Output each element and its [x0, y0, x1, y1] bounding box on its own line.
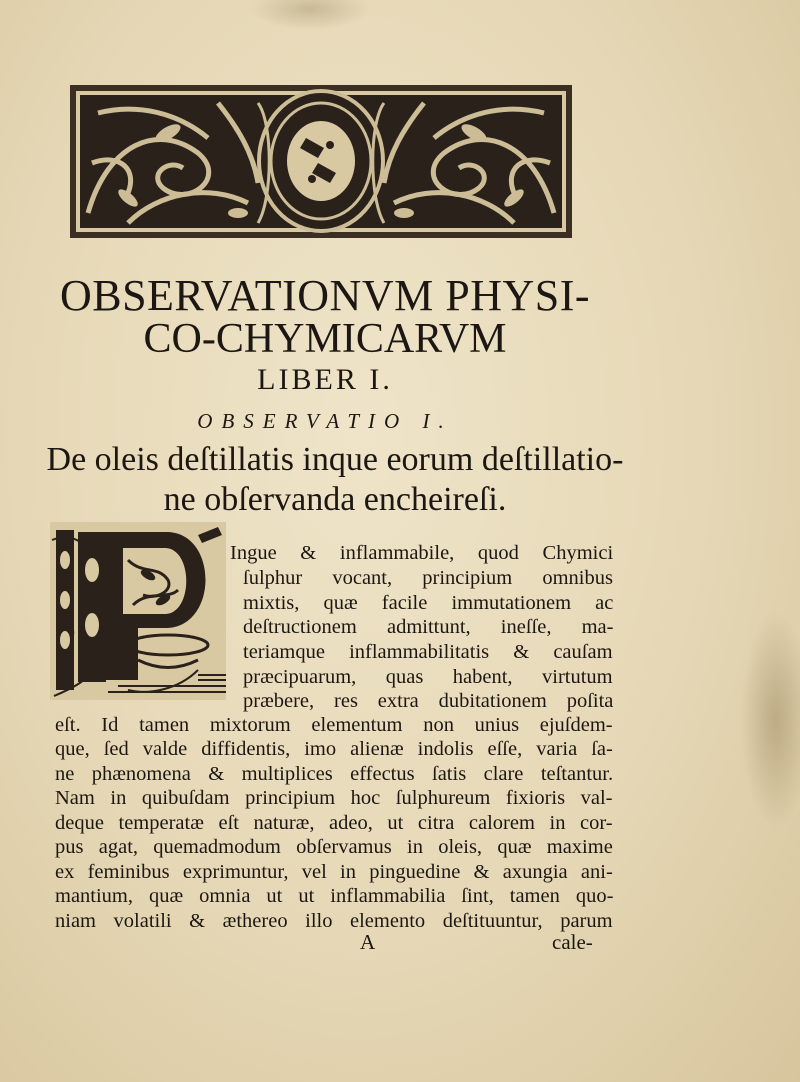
- catchword: cale-: [552, 930, 593, 954]
- text-line: eſt. Id tamen mixtorum elementum non unius ejuſdem-: [55, 714, 613, 736]
- text-line: Ingue & inflammabile, quod Chymici: [230, 542, 614, 564]
- text-line: ſulphur vocant, principium omnibus: [243, 567, 613, 589]
- signature-mark: A: [360, 930, 376, 954]
- paper-stain: [740, 610, 800, 830]
- section-heading-line-1: De oleis deſtillatis inque eorum deſtillatio-: [46, 441, 624, 478]
- ornamental-headpiece: [68, 83, 574, 240]
- text-line: pus agat, quemadmodum obſervamus in oleis, quæ maxime: [55, 836, 613, 858]
- text-line: deſtructionem admittunt, ineſſe, ma-: [243, 616, 614, 638]
- paper-stain-top: [250, 0, 370, 30]
- decorated-initial: [48, 520, 228, 702]
- text-line: mantium, quæ omnia ut ut inflammabilia ſint, tamen quo-: [55, 885, 614, 907]
- text-line: teriamque inflammabilitatis & cauſam: [243, 641, 613, 663]
- text-line: niam volatili & æthereo illo elemento deſtituuntur, parum: [55, 910, 613, 932]
- text-line: Nam in quibuſdam principium hoc ſulphureum fixioris val-: [55, 787, 613, 809]
- section-heading-line-2: ne obſervanda encheireſi.: [163, 481, 507, 518]
- text-line: mixtis, quæ facile immutationem ac: [243, 592, 614, 614]
- text-line: præbere, res extra dubitationem poſita: [243, 690, 614, 712]
- observation-number: OBSERVATIO I.: [197, 409, 453, 433]
- text-line: que, ſed valde diffidentis, imo alienæ indolis eſſe, varia ſa-: [55, 738, 613, 760]
- text-line: ne phænomena & multiplices effectus ſatis clare teſtantur.: [55, 763, 614, 785]
- text-line: deque temperatæ eſt naturæ, adeo, ut citra calorem in cor-: [55, 812, 613, 834]
- section-heading: [25, 440, 645, 520]
- book-title-line-2: CO-CHYMICARVM: [143, 316, 507, 362]
- book-number: LIBER I.: [257, 363, 393, 396]
- book-title-line-1: OBSERVATIONVM PHYSI-: [59, 271, 591, 320]
- text-line: ex feminibus exprimuntur, vel in pinguedine & axungia ani-: [55, 861, 613, 883]
- text-line: præcipuarum, quas habent, virtutum: [243, 666, 613, 688]
